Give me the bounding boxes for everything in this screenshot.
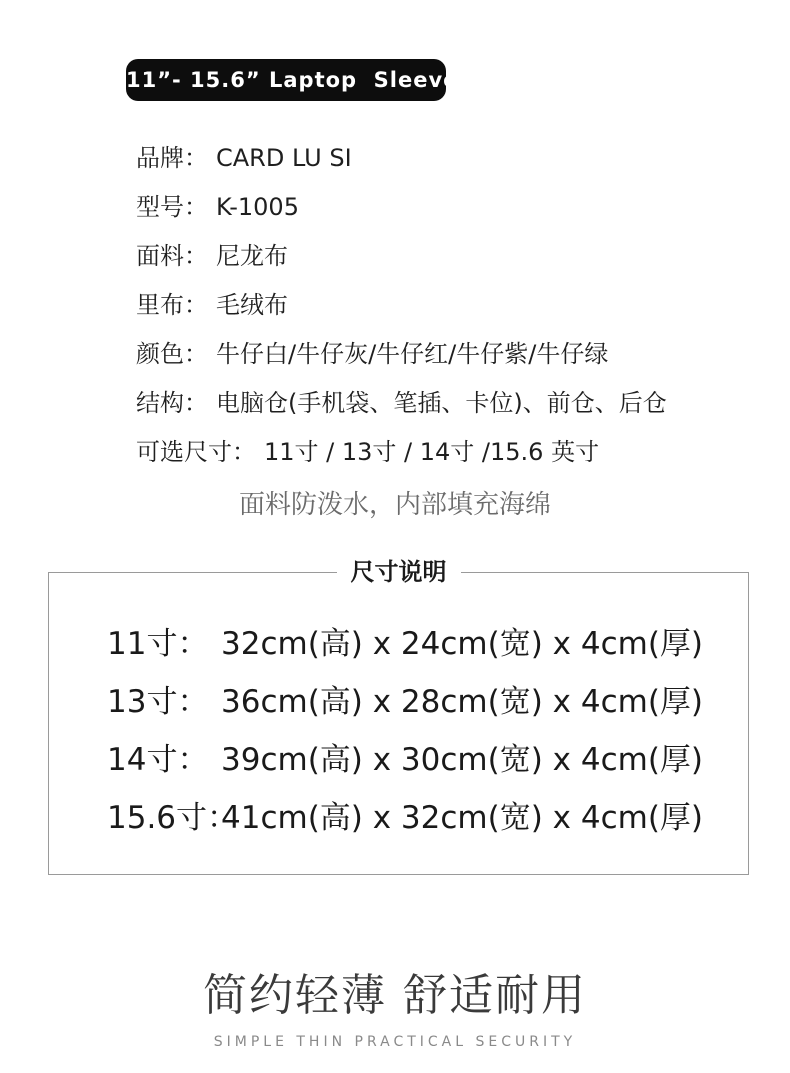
spec-list	[136, 138, 667, 481]
spec-row-structure	[136, 383, 667, 432]
spec-label: 里布：	[136, 291, 208, 319]
spec-label: 型号：	[136, 193, 208, 221]
slogan: 简约轻薄 舒适耐用	[203, 970, 587, 1021]
spec-row-fabric	[136, 236, 667, 285]
size-value: 39cm(高) x 30cm(宽) x 4cm(厚)	[221, 742, 704, 778]
spec-row-sizes	[136, 432, 667, 481]
slogan-subtitle: SIMPLE THIN PRACTICAL SECURITY	[213, 1034, 577, 1050]
spec-label: 面料：	[136, 242, 208, 270]
spec-value: 尼龙布	[216, 242, 288, 270]
size-row	[107, 792, 703, 850]
size-row	[107, 734, 703, 792]
size-chart-title: 尺寸说明	[337, 553, 461, 591]
spec-value: CARD LU SI	[216, 144, 352, 172]
size-value: 36cm(高) x 28cm(宽) x 4cm(厚)	[221, 684, 704, 720]
title-badge: 11”- 15.6” Laptop Sleeve	[126, 59, 446, 101]
size-label: 14寸：	[107, 742, 209, 778]
spec-value: 牛仔白/牛仔灰/牛仔红/牛仔紫/牛仔绿	[216, 340, 609, 368]
spec-row-model	[136, 187, 667, 236]
size-row	[107, 618, 703, 676]
spec-row-brand	[136, 138, 667, 187]
size-value: 32cm(高) x 24cm(宽) x 4cm(厚)	[221, 626, 704, 662]
spec-label: 品牌：	[136, 144, 208, 172]
fabric-note: 面料防泼水，内部填充海绵	[238, 490, 551, 520]
spec-label: 结构：	[136, 389, 208, 417]
spec-row-colors	[136, 334, 667, 383]
size-label: 13寸：	[107, 684, 209, 720]
size-label: 11寸：	[107, 626, 209, 662]
spec-value: 11寸 / 13寸 / 14寸 /15.6 英寸	[264, 438, 600, 466]
spec-value: 电脑仓(手机袋、笔插、卡位)、前仓、后仓	[216, 389, 667, 417]
size-value: 41cm(高) x 32cm(宽) x 4cm(厚)	[221, 800, 704, 836]
size-row	[107, 676, 703, 734]
size-chart-box	[48, 558, 749, 875]
size-label: 15.6寸：	[107, 800, 239, 836]
spec-value: 毛绒布	[216, 291, 288, 319]
size-chart-rows	[107, 618, 703, 850]
spec-label: 可选尺寸：	[136, 438, 256, 466]
spec-label: 颜色：	[136, 340, 208, 368]
spec-row-lining	[136, 285, 667, 334]
spec-value: K-1005	[216, 193, 299, 221]
